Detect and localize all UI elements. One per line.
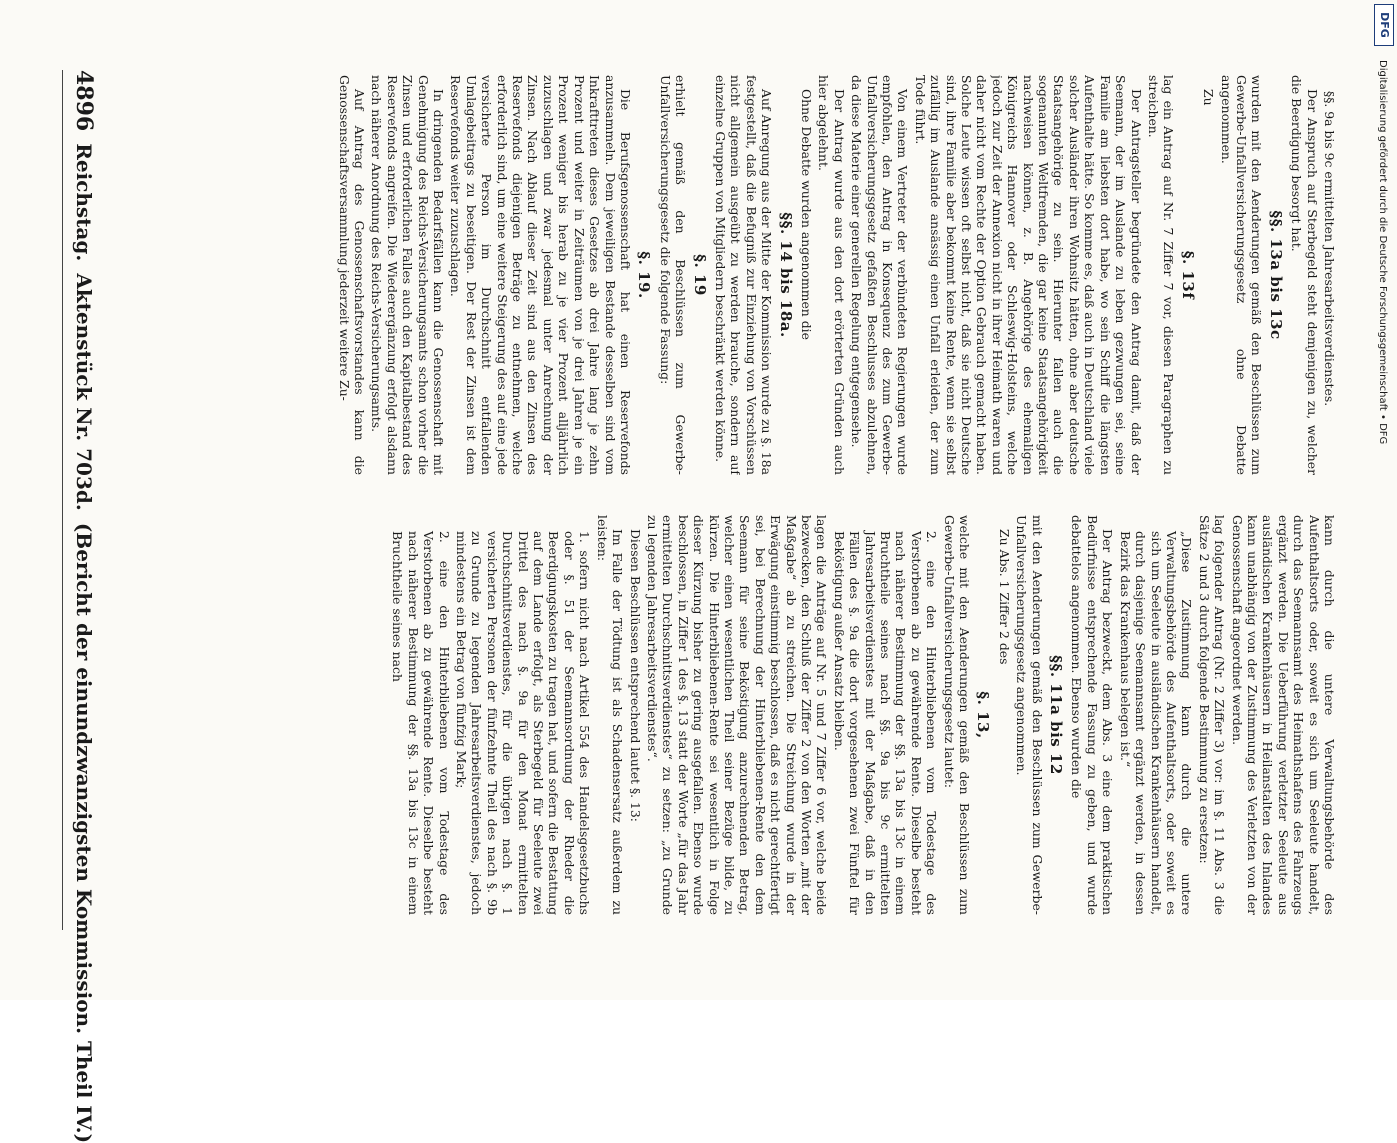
paragraph: welche mit den Aenderungen gemäß den Beschlüssen zum Gewerbe-Unfallversicherungsgesetz lautet: bbox=[941, 515, 973, 915]
section-heading: §. 19. bbox=[635, 251, 654, 299]
paragraph: erhielt gemäß den Beschlüssen zum Gewerbe-Unfallversicherungsgesetz die folgende Fassung: bbox=[657, 75, 689, 475]
quoted-amendment: „Diese Zustimmung kann durch die untere Verwaltungsbehörde des Aufenthaltsorts, oder soweit es sich um Seeleute in ausländischen Krankenhäusern handelt, durch dasjenige Seemannsamt ergänzt werden, in dessen Bezirk das Krankenhaus belegen ist.“ bbox=[1117, 531, 1195, 915]
paragraph: wurden mit den Aenderungen gemäß den Beschlüssen zum Gewerbe-Unfallversicherungsgesetz ohne Debatte angenommen. bbox=[1218, 75, 1265, 475]
right-column bbox=[107, 75, 1337, 475]
paragraph: In dringenden Bedarfsfällen kann die Genossenschaft mit Genehmigung des Reichs-Versicherungsamts schon vorher die Zinsen und erforderlichen Falles auch den Kapitalbestand des Reservefonds angreifen. Die Wiederergänzung erfolgt alsdann nach näherer Anordnung des Reichs-Versicherungsamts. bbox=[369, 75, 447, 475]
report-title: (Bericht der einundzwanzigsten Kommission. Theil IV.) bbox=[72, 522, 96, 1143]
paragraph: Der Antrag bezweckt, dem Abs. 3 eine dem praktischen Bedürfnisse entsprechende Fassung zu geben, und wurde debattelos angenommen. Ebenso wurden die bbox=[1069, 515, 1116, 915]
section-heading: §. 19 bbox=[690, 254, 709, 296]
paragraph: Von einem Vertreter der verbündeten Regierungen wurde empfohlen, den Antrag in Konsequenz des zum Gewerbe-Unfallversicherungsgesetz gefaßten Beschlusses abzulehnen, da diese Materie einer generellen Regelung entgegensehe. bbox=[849, 75, 911, 475]
source-title: Reichstag. bbox=[72, 143, 96, 262]
list-item: 2. eine den Hinterbliebenen vom Todestage des Verstorbenen ab zu gewährende Rente. Dieselbe besteht nach näherer Bestimmung der §§. 13a bis 13c in einem Bruchtheile seines nach bbox=[390, 531, 452, 915]
paragraph: lag ein Antrag auf Nr. 7 Ziffer 7 vor, diesen Paragraphen zu streichen. bbox=[1145, 75, 1177, 475]
digitization-credit bbox=[1372, 60, 1392, 980]
page-number: 4896 bbox=[71, 70, 97, 132]
section-heading: §. 13f bbox=[1178, 250, 1197, 300]
paragraph: Die Berufsgenossenschaft hat einen Reservefonds anzusammeln. Dem jeweiligen Bestande desselben sind vom Inkrafttreten dieses Gesetzes ab drei Jahre lang je zehn Prozent und weiter in Zeiträumen von je drei Jahren je ein Prozent weniger bis herab zu je vier Prozent alljährlich zuzuschlagen und zwar jedesmal unter Anrechnung der Zinsen. Nach Ablauf dieser Zeit sind aus den Zinsen des Reservefonds diejenigen Beträge zu entnehmen, welche erforderlich sind, um eine weitere Steigerung des auf eine jede versicherte Person im Durchschnitt entfallenden Umlagebeitrags zu beseitigen. Der Rest der Zinsen ist dem Reservefonds weiter zuzuschlagen. bbox=[448, 75, 633, 475]
paragraph: Zu Abs. 1 Ziffer 2 des bbox=[996, 529, 1012, 665]
section-heading: §§. 13a bis 13c bbox=[1266, 210, 1285, 340]
paragraph: lag folgender Antrag (Nr. 2 Ziffer 3) vor: im §. 11 Abs. 3 die Sätze 2 und 3 durch folgende Bestimmung zu ersetzen: bbox=[1196, 515, 1228, 915]
list-item: 1. sofern nicht nach Artikel 554 des Handelsgesetzbuchs oder §. 51 der Seemannsordnung der Rheder die Beerdigungskosten zu tragen hat, und sofern die Bestattung auf dem Lande erfolgt, als Sterbegeld für Seeleute zwei Drittel des nach §. 9a für den Monat ermittelten Durchschnittsverdienstes, für die übrigen nach §. 1 versicherten Personen der fünfzehnte Theil des nach §. 9b zu Grunde zu legenden Jahresarbeitsverdienstes, jedoch mindestens ein Betrag von fünfzig Mark; bbox=[454, 531, 593, 915]
paragraph: mit den Aenderungen gemäß den Beschlüssen zum Gewerbe-Unfallversicherungsgesetz angenommen. bbox=[1014, 515, 1045, 915]
paragraph: Ohne Debatte wurden angenommen die bbox=[799, 89, 814, 340]
paragraph: Zu bbox=[1201, 89, 1217, 106]
section-heading: §. 13, bbox=[974, 691, 993, 739]
paragraph: Der Antragsteller begründete den Antrag damit, daß der Seemann, der im Auslande zu leben gezwungen sei, seine Familie am liebsten dort habe, wo sein Schiff die längsten Aufenthalte hätte. So komme es, daß auch in Deutschland viele solcher Ausländer ihren Wohnsitz hätten, ohne aber deutsche Staatsangehörige zu sein. Hierunter fallen auch die sogenannten Weltfremden, die gar keine Staatsangehörigkeit nachweisen können, z. B. Angehörige des ehemaligen Königreichs Hannover oder Schleswig-Holsteins, welche jedoch zur Zeit der Annexion nicht in ihrer Heimath waren und daher nicht vom Rechte der Option Gebrauch gemacht haben. Solche Leute wissen oft selbst nicht, daß sie nicht Deutsche sind, ihre Familie aber bekommt keine Rente, wenn sie selbst zufällig im Auslande ansässig einen Unfall erleiden, der zum Tode führt. bbox=[912, 75, 1144, 475]
paragraph: §§. 9a bis 9c ermittelten Jahresarbeitsverdienstes. bbox=[1322, 91, 1337, 407]
paragraph: kann durch die untere Verwaltungsbehörde des Aufenthaltsorts oder, soweit es sich um Seeleute handelt, durch das Seemannsamt des Heimathshafens des Fahrzeugs ergänzt werden. Die Ueberführung verletzter Seeleute aus ausländischen Krankenhäusern in Heilanstalten des Inlandes kann unabhängig von der Zustimmung des Verletzten von der Genossenschaft angeordnet werden. bbox=[1229, 515, 1337, 915]
page-header bbox=[62, 70, 97, 1143]
section-heading: §§. 11a bis 12 bbox=[1047, 655, 1066, 775]
section-heading: §§. 14 bis 18a. bbox=[776, 212, 795, 338]
dfg-logo-icon[interactable] bbox=[1374, 4, 1394, 46]
paragraph: Diesen Beschlüssen entsprechend lautet §. 13: bbox=[627, 529, 643, 822]
paragraph: Auf Antrag des Genossenschaftsvorstandes kann die Genossenschaftsversammlung jederzeit weitere Zu- bbox=[336, 75, 368, 475]
act-title: Aktenstück Nr. 703d. bbox=[72, 273, 96, 511]
quoted-provision: 2. eine den Hinterbliebenen vom Todestage des Verstorbenen ab zu gewährende Rente. Dieselbe besteht nach näherer Bestimmung der §§. 13a bis 13c in einem Bruchtheile seines nach §§. 9a bis 9c ermittelten Jahresarbeitsverdienstes mit der Maßgabe, daß in den Fällen des §. 9a die dort vorgesehenen zwei Fünftel für Beköstigung außer Ansatz bleiben. bbox=[831, 531, 940, 915]
paragraph: Der Anspruch auf Sterbegeld steht demjenigen zu, welcher die Beerdigung besorgt hat. bbox=[1289, 75, 1320, 475]
paragraph: Der Antrag wurde aus den dort erörterten Gründen auch hier abgelehnt. bbox=[816, 75, 847, 475]
left-column bbox=[107, 515, 1337, 915]
dfg-logo-text: DFG bbox=[1378, 12, 1391, 38]
paragraph: Auf Anregung aus der Mitte der Kommission wurde zu §. 18a festgestellt, daß die Befugniß zur Einziehung von Vorschüssen nicht allgemein ausgeübt zu werden brauche, sondern auf einzelne Gruppen von Mitgliedern beschränkt werden könne. bbox=[712, 75, 775, 475]
paragraph: lagen die Anträge auf Nr. 5 und 7 Ziffer 6 vor, welche beide bezwecken, den Schluß der Ziffer 2 von den Worten „mit der Maßgabe“ ab zu streichen. Die Streichung wurde in der Erwägung einstimmig beschlossen, daß es nicht gerechtfertigt sei, bei Berechnung der Hinterbliebenen-Rente den dem Seemann für seine Beköstigung anzurechnenden Betrag, welcher einen wesentlichen Theil seiner Bezüge bilde, zu kürzen. Die Hinterbliebenen-Rente sei wesentlich in Folge dieser Kürzung bisher zu gering ausgefallen. Ebenso wurde beschlossen, in Ziffer 1 des §. 13 statt der Worte „für das Jahr ermittelten Durchschnittsverdienstes“ zu setzen: „zu Grunde zu legenden Jahresarbeitsverdienstes“. bbox=[644, 515, 830, 915]
paragraph: Im Falle der Tödtung ist als Schadensersatz außerdem zu leisten: bbox=[594, 515, 626, 915]
digitization-note: Digitalisierung gefördert durch die Deutsche Forschungsgemeinschaft • DFG bbox=[1377, 60, 1388, 445]
